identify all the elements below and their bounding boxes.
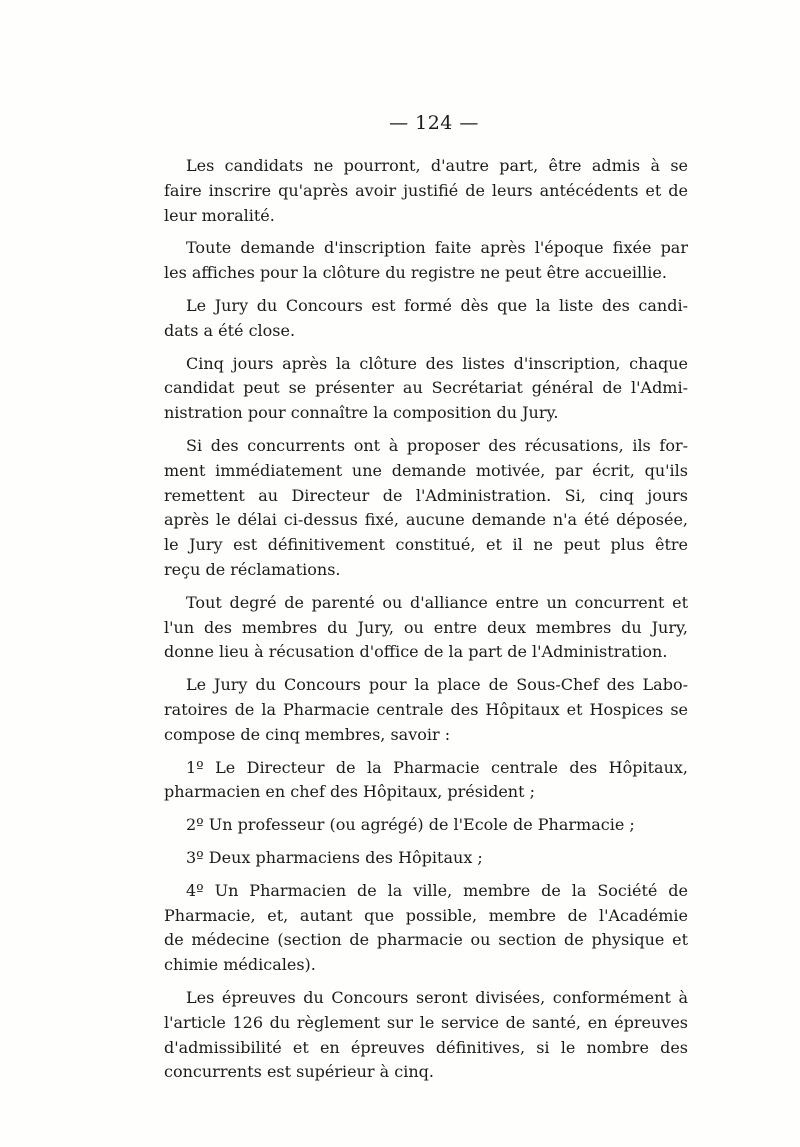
- text-line: 1º Le Directeur de la Pharmacie centrale des Hôpitaux,: [186, 757, 688, 777]
- text-line: pharmacien en chef des Hôpitaux, président ;: [164, 782, 536, 802]
- paragraph: [164, 236, 688, 286]
- text-line: ratoires de la Pharmacie centrale des Hôpitaux et Hospices se: [164, 699, 688, 719]
- text-line: de médecine (section de pharmacie ou section de physique et: [164, 930, 688, 950]
- paragraph: [164, 352, 688, 426]
- text-line: Le Jury du Concours est formé dès que la liste des candi-: [186, 295, 688, 315]
- page-number: — 124 —: [389, 112, 479, 134]
- text-line: Si des concurrents ont à proposer des récusations, ils for-: [186, 435, 688, 455]
- text-line: les affiches pour la clôture du registre ne peut être accueillie.: [164, 263, 667, 283]
- text-line: le Jury est définitivement constitué, et il ne peut plus être: [164, 535, 688, 555]
- paragraph: [164, 591, 688, 665]
- text-line: faire inscrire qu'après avoir justifié de leurs antécédents et de: [164, 180, 688, 200]
- body-text: [164, 154, 688, 1093]
- text-line: Les épreuves du Concours seront divisées, conformément à: [186, 987, 688, 1007]
- paragraph: [164, 813, 688, 838]
- text-line: ment immédiatement une demande motivée, par écrit, qu'ils: [164, 460, 688, 480]
- paragraph: [164, 294, 688, 344]
- paragraph: [164, 154, 688, 228]
- text-line: Pharmacie, et, autant que possible, membre de l'Académie: [164, 905, 688, 925]
- text-line: Le Jury du Concours pour la place de Sous-Chef des Labo-: [186, 675, 688, 695]
- text-line: donne lieu à récusation d'office de la part de l'Administration.: [164, 642, 668, 662]
- text-line: reçu de réclamations.: [164, 559, 341, 579]
- paragraph: [164, 434, 688, 583]
- text-line: 2º Un professeur (ou agrégé) de l'Ecole de Pharmacie ;: [186, 815, 635, 835]
- text-line: remettent au Directeur de l'Administration. Si, cinq jours: [164, 485, 688, 505]
- text-line: compose de cinq membres, savoir :: [164, 724, 451, 744]
- text-line: dats a été close.: [164, 320, 296, 340]
- text-line: 4º Un Pharmacien de la ville, membre de la Société de: [186, 880, 688, 900]
- paragraph: [164, 879, 688, 978]
- text-line: 3º Deux pharmaciens des Hôpitaux ;: [186, 847, 483, 867]
- paragraph: [164, 986, 688, 1085]
- text-line: chimie médicales).: [164, 955, 316, 975]
- text-line: concurrents est supérieur à cinq.: [164, 1062, 434, 1082]
- text-line: leur moralité.: [164, 205, 275, 225]
- text-line: après le délai ci-dessus fixé, aucune demande n'a été déposée,: [164, 510, 688, 530]
- text-line: nistration pour connaître la composition du Jury.: [164, 403, 559, 423]
- text-line: Les candidats ne pourront, d'autre part, être admis à se: [186, 156, 688, 175]
- text-line: Cinq jours après la clôture des listes d'inscription, chaque: [186, 353, 688, 373]
- text-line: candidat peut se présenter au Secrétariat général de l'Admi-: [164, 378, 688, 398]
- paragraph: [164, 846, 688, 871]
- text-line: l'article 126 du règlement sur le service de santé, en épreuves: [164, 1012, 688, 1032]
- text-line: Tout degré de parenté ou d'alliance entre un concurrent et: [186, 592, 688, 612]
- paragraph: [164, 673, 688, 747]
- paragraph: [164, 756, 688, 806]
- text-line: d'admissibilité et en épreuves définitives, si le nombre des: [164, 1037, 688, 1057]
- text-line: l'un des membres du Jury, ou entre deux membres du Jury,: [164, 617, 688, 637]
- text-line: Toute demande d'inscription faite après l'époque fixée par: [186, 238, 688, 258]
